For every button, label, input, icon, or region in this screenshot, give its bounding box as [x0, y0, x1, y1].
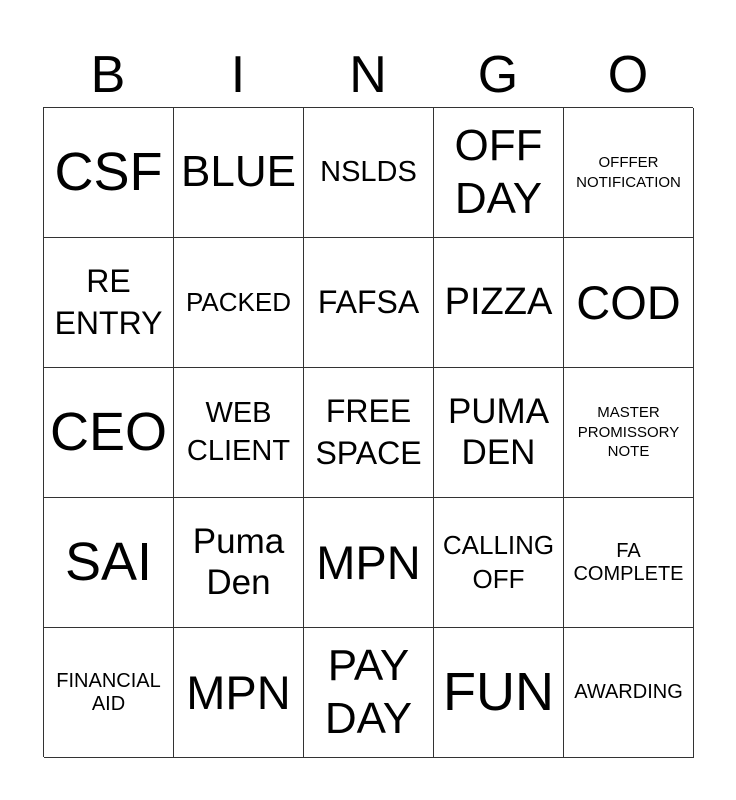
- cell-text: FINANCIAL AID: [56, 669, 161, 715]
- bingo-cell[interactable]: [44, 108, 174, 238]
- cell-text: SAI: [64, 532, 153, 593]
- bingo-cell[interactable]: [304, 108, 434, 238]
- cell-text: PUMA DEN: [447, 392, 550, 472]
- cell-text: MASTER PROMISSORY NOTE: [577, 404, 680, 461]
- header-letter-n: N: [349, 46, 387, 104]
- bingo-header: [43, 42, 693, 108]
- cell-text: COD: [576, 275, 681, 329]
- bingo-cell[interactable]: [434, 368, 564, 498]
- bingo-cell[interactable]: [564, 108, 694, 238]
- header-letter-b: B: [90, 46, 126, 104]
- bingo-cell[interactable]: [44, 368, 174, 498]
- bingo-cell[interactable]: [434, 108, 564, 238]
- header-letter-i: I: [230, 46, 246, 104]
- cell-text: PACKED: [186, 286, 291, 317]
- cell-text: MPN: [316, 535, 421, 589]
- bingo-cell[interactable]: [564, 368, 694, 498]
- bingo-cell[interactable]: [564, 628, 694, 758]
- free-space-text: FREE SPACE: [315, 392, 422, 471]
- bingo-cell[interactable]: [434, 498, 564, 628]
- cell-text: WEB CLIENT: [186, 396, 291, 467]
- bingo-cell[interactable]: [174, 108, 304, 238]
- bingo-cell[interactable]: [434, 238, 564, 368]
- cell-text: Puma Den: [192, 522, 285, 602]
- bingo-cell[interactable]: [564, 498, 694, 628]
- bingo-cell[interactable]: [174, 368, 304, 498]
- bingo-cell[interactable]: [304, 238, 434, 368]
- cell-text: OFFFER NOTIFICATION: [576, 154, 681, 191]
- cell-text: FA COMPLETE: [573, 539, 684, 585]
- cell-text: CALLING OFF: [442, 529, 555, 594]
- bingo-cell[interactable]: [174, 238, 304, 368]
- cell-text: FUN: [443, 662, 554, 723]
- header-letter-g: G: [477, 46, 519, 104]
- header-letter-o: O: [607, 46, 649, 104]
- cell-text: CEO: [49, 402, 168, 463]
- cell-text: MPN: [186, 665, 291, 719]
- bingo-cell[interactable]: [304, 628, 434, 758]
- bingo-cell[interactable]: [564, 238, 694, 368]
- bingo-cell[interactable]: [174, 498, 304, 628]
- bingo-cell[interactable]: [434, 628, 564, 758]
- cell-text: AWARDING: [574, 681, 683, 703]
- cell-text: OFF DAY: [454, 120, 543, 223]
- bingo-cell[interactable]: [44, 628, 174, 758]
- bingo-cell[interactable]: [304, 498, 434, 628]
- cell-text: PAY DAY: [324, 640, 413, 743]
- bingo-cell[interactable]: [174, 628, 304, 758]
- cell-text: BLUE: [181, 147, 296, 197]
- cell-text: PIZZA: [444, 280, 553, 323]
- bingo-cell free-space[interactable]: [304, 368, 434, 498]
- cell-text: FAFSA: [317, 283, 420, 320]
- bingo-board: [43, 107, 693, 757]
- cell-text: CSF: [54, 142, 163, 203]
- cell-text: NSLDS: [320, 155, 417, 188]
- cell-text: RE ENTRY: [54, 262, 163, 341]
- bingo-cell[interactable]: [44, 238, 174, 368]
- bingo-cell[interactable]: [44, 498, 174, 628]
